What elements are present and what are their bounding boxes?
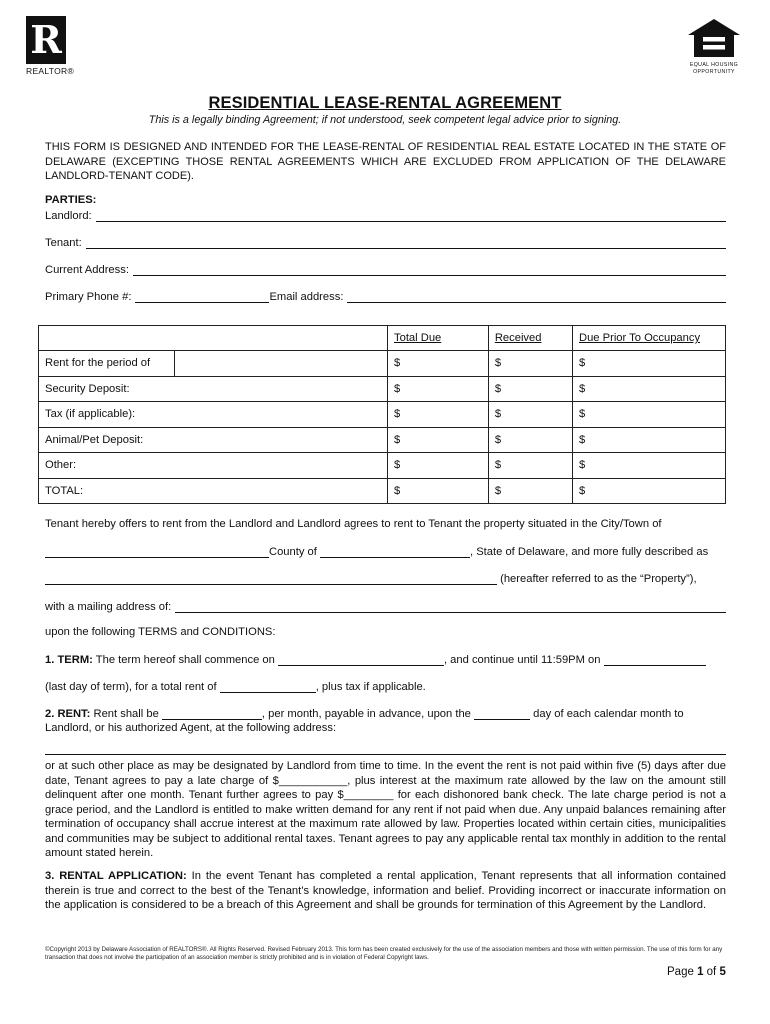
fee-label: TOTAL: xyxy=(39,478,388,504)
due-prior-cell[interactable]: $ xyxy=(573,351,726,377)
property-description-row xyxy=(45,572,697,585)
realtor-label: REALTOR® xyxy=(26,66,75,76)
primary-phone-field[interactable] xyxy=(135,290,269,303)
rent-payment-address-field[interactable] xyxy=(45,740,726,755)
fees-table xyxy=(38,325,726,504)
dollar-sign: $ xyxy=(488,478,511,504)
dollar-sign: $ xyxy=(388,453,411,479)
primary-phone-label: Primary Phone #: xyxy=(45,291,132,303)
rent-text-1: Rent shall be xyxy=(93,708,159,720)
total-due-cell[interactable] xyxy=(410,427,488,453)
due-prior-cell[interactable]: $ xyxy=(573,453,726,479)
current-address-field[interactable] xyxy=(133,263,726,276)
dollar-sign: $ xyxy=(388,351,411,377)
county-row xyxy=(45,545,708,558)
fee-row-tax xyxy=(39,402,726,428)
fee-label: Other: xyxy=(39,453,388,479)
page-total: 5 xyxy=(719,966,726,978)
fee-label: Security Deposit: xyxy=(39,376,388,402)
header-total-due: Total Due xyxy=(388,326,489,351)
dollar-sign: $ xyxy=(388,402,411,428)
rent-period-field[interactable] xyxy=(175,351,388,377)
copyright-notice: ©Copyright 2013 by Delaware Association of REALTORS®. All Rights Reserved. Revised February 2013. This form has been created exclusively for the use of the association members and those with written permission. The use of this form for any transaction that does not involve the participation of an association member is strictly prohibited and is in violation of Federal Copyright laws. xyxy=(45,946,723,961)
equal-housing-logo xyxy=(686,18,742,76)
tenant-row xyxy=(45,233,726,249)
rent-text-2: , per month, payable in advance, upon the xyxy=(261,708,471,720)
parties-heading: PARTIES: xyxy=(45,194,97,206)
property-description-field[interactable] xyxy=(45,572,497,585)
monthly-rent-field[interactable] xyxy=(162,707,262,720)
due-prior-cell[interactable]: $ xyxy=(573,478,726,504)
page-title: RESIDENTIAL LEASE-RENTAL AGREEMENT xyxy=(208,94,562,112)
fee-row-rent xyxy=(39,351,726,377)
fee-row-security xyxy=(39,376,726,402)
fee-label: Animal/Pet Deposit: xyxy=(39,427,388,453)
current-address-label: Current Address: xyxy=(45,264,129,276)
mailing-address-field[interactable] xyxy=(175,600,726,613)
terms-intro: upon the following TERMS and CONDITIONS: xyxy=(45,626,276,638)
rent-text-4: Landlord, or his authorized Agent, at the following address: xyxy=(45,722,337,734)
contact-row xyxy=(45,287,726,303)
equal-housing-house-icon xyxy=(687,18,741,58)
page-number: Page 1 of 5 xyxy=(667,966,726,978)
due-prior-cell[interactable]: $ xyxy=(573,376,726,402)
rental-application-paragraph xyxy=(45,869,726,913)
current-address-row xyxy=(45,260,726,276)
dollar-sign: $ xyxy=(388,376,411,402)
received-cell[interactable] xyxy=(511,376,573,402)
fee-row-other xyxy=(39,453,726,479)
term-end-field[interactable] xyxy=(604,653,706,666)
county-field[interactable] xyxy=(320,545,470,558)
landlord-label: Landlord: xyxy=(45,210,92,222)
received-cell[interactable] xyxy=(511,427,573,453)
total-rent-field[interactable] xyxy=(220,680,316,693)
received-cell[interactable] xyxy=(511,402,573,428)
state-text: , State of Delaware, and more fully described as xyxy=(470,546,709,558)
rental-application-heading: 3. RENTAL APPLICATION: xyxy=(45,870,187,882)
realtor-r-icon: R xyxy=(26,16,66,64)
received-cell[interactable] xyxy=(511,351,573,377)
term-row-2 xyxy=(45,680,426,693)
tenant-label: Tenant: xyxy=(45,237,82,249)
term-heading: 1. TERM: xyxy=(45,654,93,666)
mailing-address-label: with a mailing address of: xyxy=(45,601,172,613)
hereafter-text: (hereafter referred to as the “Property”), xyxy=(500,573,697,585)
city-town-field[interactable] xyxy=(45,545,269,558)
term-row-1 xyxy=(45,653,706,666)
rent-due-day-field[interactable] xyxy=(474,707,530,720)
term-text-1: The term hereof shall commence on xyxy=(95,654,275,666)
realtor-logo xyxy=(26,16,75,80)
term-start-field[interactable] xyxy=(278,653,444,666)
term-text-2: , and continue until 11:59PM on xyxy=(443,654,601,666)
rent-paragraph: or at such other place as may be designated by Landlord from time to time. In the event the rent is not paid within five (5) days after due date, Tenant agrees to pay a late charge of $___________, plus interest at the maximum rate allowed by the law on the amount still delinquent after one month. Tenant further agrees to pay $________ for each dishonored bank check. The late charge period is not a grace period, and the Landlord is entitled to make written demand for any rent if not paid when due. Any unpaid balances remaining after termination of occupancy shall accrue interest at the maximum rate allowed by law. Properties located within certain cities, municipalities and communities may be subject to additional rental taxes. Tenant agrees to pay any applicable rental tax monthly in addition to the rental amount stated herein. xyxy=(45,760,726,859)
header-received: Received xyxy=(488,326,572,351)
fee-row-total xyxy=(39,478,726,504)
mailing-address-row xyxy=(45,597,726,613)
rent-heading: 2. RENT: xyxy=(45,708,91,720)
term-text-3: (last day of term), for a total rent of xyxy=(45,681,217,693)
page-current: 1 xyxy=(697,966,704,978)
term-text-4: , plus tax if applicable. xyxy=(315,681,426,693)
email-field[interactable] xyxy=(347,290,726,303)
eho-line-2: OPPORTUNITY xyxy=(693,69,735,75)
total-due-cell[interactable] xyxy=(410,376,488,402)
fee-label: Rent for the period of xyxy=(39,351,175,377)
header-due-prior: Due Prior To Occupancy xyxy=(573,326,726,351)
due-prior-cell[interactable]: $ xyxy=(573,402,726,428)
tenant-field[interactable] xyxy=(86,236,726,249)
county-label: County of xyxy=(269,546,317,558)
dollar-sign: $ xyxy=(488,351,511,377)
landlord-field[interactable] xyxy=(96,209,726,222)
total-due-cell[interactable] xyxy=(410,453,488,479)
fees-header-blank xyxy=(39,326,388,351)
intro-paragraph: THIS FORM IS DESIGNED AND INTENDED FOR THE LEASE-RENTAL OF RESIDENTIAL REAL ESTATE LOCATED IN THE STATE OF DELAWARE (EXCEPTING THOSE RENTAL AGREEMENTS WHICH ARE EXCLUDED FROM APPLICATION OF THE DELAWARE LANDLORD-TENANT CODE). xyxy=(45,141,726,182)
total-due-cell[interactable] xyxy=(410,478,488,504)
due-prior-cell[interactable]: $ xyxy=(573,427,726,453)
dollar-sign: $ xyxy=(388,478,411,504)
rent-text-3: day of each calendar month to xyxy=(533,708,684,720)
offer-text: Tenant hereby offers to rent from the Landlord and Landlord agrees to rent to Tenant the property situated in the City/Town of xyxy=(45,518,662,530)
total-due-cell[interactable] xyxy=(410,351,488,377)
fee-row-pet xyxy=(39,427,726,453)
landlord-row xyxy=(45,206,726,222)
fee-label: Tax (if applicable): xyxy=(39,402,388,428)
rent-row-1 xyxy=(45,707,684,720)
dollar-sign: $ xyxy=(488,427,511,453)
received-cell[interactable] xyxy=(511,453,573,479)
dollar-sign: $ xyxy=(488,453,511,479)
eho-line-1: EQUAL HOUSING xyxy=(689,62,739,68)
total-due-cell[interactable] xyxy=(410,402,488,428)
dollar-sign: $ xyxy=(388,427,411,453)
page-subtitle: This is a legally binding Agreement; if not understood, seek competent legal advice prior to signing. xyxy=(148,114,622,126)
dollar-sign: $ xyxy=(488,402,511,428)
email-label: Email address: xyxy=(269,291,344,303)
dollar-sign: $ xyxy=(488,376,511,402)
rental-application-text: In the event Tenant has completed a rental application, Tenant represents that all information contained therein is true and correct to the best of the Tenant’s knowledge, information and belief. Providing incorrect or inaccurate information on the application is considered to be a breach of this Agreement and shall be grounds for termination of this Agreement by the Landlord. xyxy=(45,870,727,911)
received-cell[interactable] xyxy=(511,478,573,504)
fees-header-row xyxy=(39,326,726,351)
